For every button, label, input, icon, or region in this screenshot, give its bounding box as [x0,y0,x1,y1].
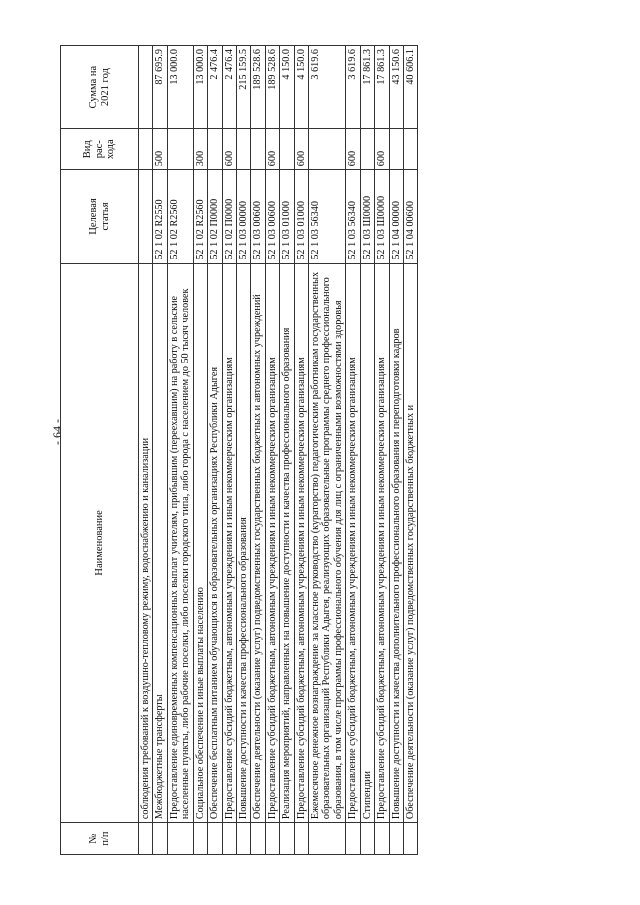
table-row [389,46,403,855]
cell-name: Ежемесячное денежное вознаграждение за классное руководство (кураторство) педагогическим работникам государственных образовательных организаций Республики Адыгея, реализующих образовательные программы среднего профессионального образования, в том числе программы профессионального обучения для лиц с ограниченными возможностями здоровья [309,263,346,822]
cell-num [208,823,222,855]
cell-name: Предоставление субсидий бюджетным, автономным учреждениям и иным некоммерческим организациям [375,263,389,822]
cell-article: 52 1 04 00000 [389,170,403,263]
cell-name: Предоставление субсидий бюджетным, автономным учреждениям и иным некоммерческим организациям [222,263,236,822]
cell-article [139,170,153,263]
cell-kind: 500 [153,129,167,170]
cell-sum: 189 528.6 [251,46,265,129]
cell-num [375,823,389,855]
cell-article: 52 1 03 Ш0000 [360,170,374,263]
table-row [236,46,250,855]
cell-article: 52 1 03 56340 [346,170,360,263]
cell-sum: 13 000.0 [193,46,207,129]
table-row [208,46,222,855]
table-body [139,46,418,855]
cell-article: 52 1 03 00000 [236,170,250,263]
cell-num [294,823,308,855]
cell-name: соблюдения требований к воздушно-тепловому режиму, водоснабжению и канализации [139,263,153,822]
cell-num [360,823,374,855]
cell-num [251,823,265,855]
cell-num [280,823,294,855]
cell-article: 52 1 03 00600 [265,170,279,263]
table-row [294,46,308,855]
cell-name: Повышение доступности и качества профессионального образования [236,263,250,822]
cell-kind: 600 [265,129,279,170]
cell-name: Межбюджетные трансферты [153,263,167,822]
cell-sum: 87 695.9 [153,46,167,129]
cell-article: 52 1 02 R2560 [167,170,193,263]
budget-table [60,45,418,855]
table-row [280,46,294,855]
cell-sum: 17 861.3 [375,46,389,129]
table-row [375,46,389,855]
cell-name: Предоставление субсидий бюджетным, автономным учреждениям и иным некоммерческим организациям [294,263,308,822]
header-kind: Вид рас- хода [61,129,139,170]
table-row [360,46,374,855]
cell-kind [309,129,346,170]
cell-sum: 43 150.6 [389,46,403,129]
cell-kind: 600 [375,129,389,170]
cell-num [153,823,167,855]
cell-article: 52 1 03 01000 [280,170,294,263]
cell-kind [208,129,222,170]
cell-num [193,823,207,855]
rotated-table-container [60,45,564,855]
table-row [346,46,360,855]
cell-name: Стипендии [360,263,374,822]
table-row [251,46,265,855]
cell-kind: 300 [193,129,207,170]
cell-article: 52 1 02 R2560 [193,170,207,263]
cell-num [309,823,346,855]
cell-sum: 4 150.0 [280,46,294,129]
cell-name: Предоставление единовременных компенсационных выплат учителям, прибывшим (переехавшим) на работу в сельские населенные пункты, либо рабочие поселки, либо поселки городского типа, либо города с населением до 50 тысяч человек [167,263,193,822]
cell-kind: 600 [294,129,308,170]
cell-num [167,823,193,855]
cell-name: Предоставление субсидий бюджетным, автономным учреждениям и иным некоммерческим организациям [265,263,279,822]
page-number: - 64 - [50,419,64,445]
cell-kind [389,129,403,170]
cell-sum: 13 000.0 [167,46,193,129]
cell-kind [360,129,374,170]
cell-num [222,823,236,855]
cell-sum: 17 861.3 [360,46,374,129]
header-sum: Сумма на 2021 год [61,46,139,129]
cell-name: Повышение доступности и качества дополнительного профессионального образования и переподготовки кадров [389,263,403,822]
cell-sum: 2 476.4 [208,46,222,129]
cell-kind [167,129,193,170]
cell-num [236,823,250,855]
cell-article: 52 1 03 01000 [294,170,308,263]
header-num: № п/п [61,823,139,855]
table-row [193,46,207,855]
cell-article: 52 1 02 П0000 [222,170,236,263]
table-row [153,46,167,855]
cell-article: 52 1 03 Ш0000 [375,170,389,263]
cell-article: 52 1 03 00600 [251,170,265,263]
cell-kind: 600 [346,129,360,170]
cell-sum: 215 159.5 [236,46,250,129]
cell-kind [251,129,265,170]
table-row [404,46,418,855]
header-name: Наименование [61,263,139,822]
cell-article: 52 1 02 П0000 [208,170,222,263]
table-row [222,46,236,855]
cell-sum: 3 619.6 [309,46,346,129]
cell-name: Реализация мероприятий, направленных на повышение доступности и качества профессионального образования [280,263,294,822]
cell-kind [280,129,294,170]
cell-sum: 4 150.0 [294,46,308,129]
cell-article: 52 1 04 00600 [404,170,418,263]
cell-sum: 40 606.1 [404,46,418,129]
cell-num [265,823,279,855]
cell-kind [236,129,250,170]
cell-name: Социальное обеспечение и иные выплаты населению [193,263,207,822]
table-row [309,46,346,855]
cell-num [139,823,153,855]
cell-article: 52 1 02 R2550 [153,170,167,263]
cell-name: Обеспечение деятельности (оказание услуг) подведомственных государственных бюджетных и [404,263,418,822]
cell-name: Обеспечение деятельности (оказание услуг) подведомственных государственных бюджетных и автономных учреждений [251,263,265,822]
cell-num [346,823,360,855]
cell-article: 52 1 03 56340 [309,170,346,263]
cell-sum: 189 528.6 [265,46,279,129]
table-row [265,46,279,855]
cell-name: Обеспечение бесплатным питанием обучающихся в образовательных организациях Республики Адыгея [208,263,222,822]
table-header-row [61,46,139,855]
cell-kind: 600 [222,129,236,170]
cell-num [404,823,418,855]
cell-name: Предоставление субсидий бюджетным, автономным учреждениям и иным некоммерческим организациям [346,263,360,822]
cell-kind [404,129,418,170]
cell-sum: 3 619.6 [346,46,360,129]
table-row [167,46,193,855]
cell-sum [139,46,153,129]
table-row [139,46,153,855]
cell-num [389,823,403,855]
cell-sum: 2 476.4 [222,46,236,129]
header-article: Целевая статья [61,170,139,263]
cell-kind [139,129,153,170]
